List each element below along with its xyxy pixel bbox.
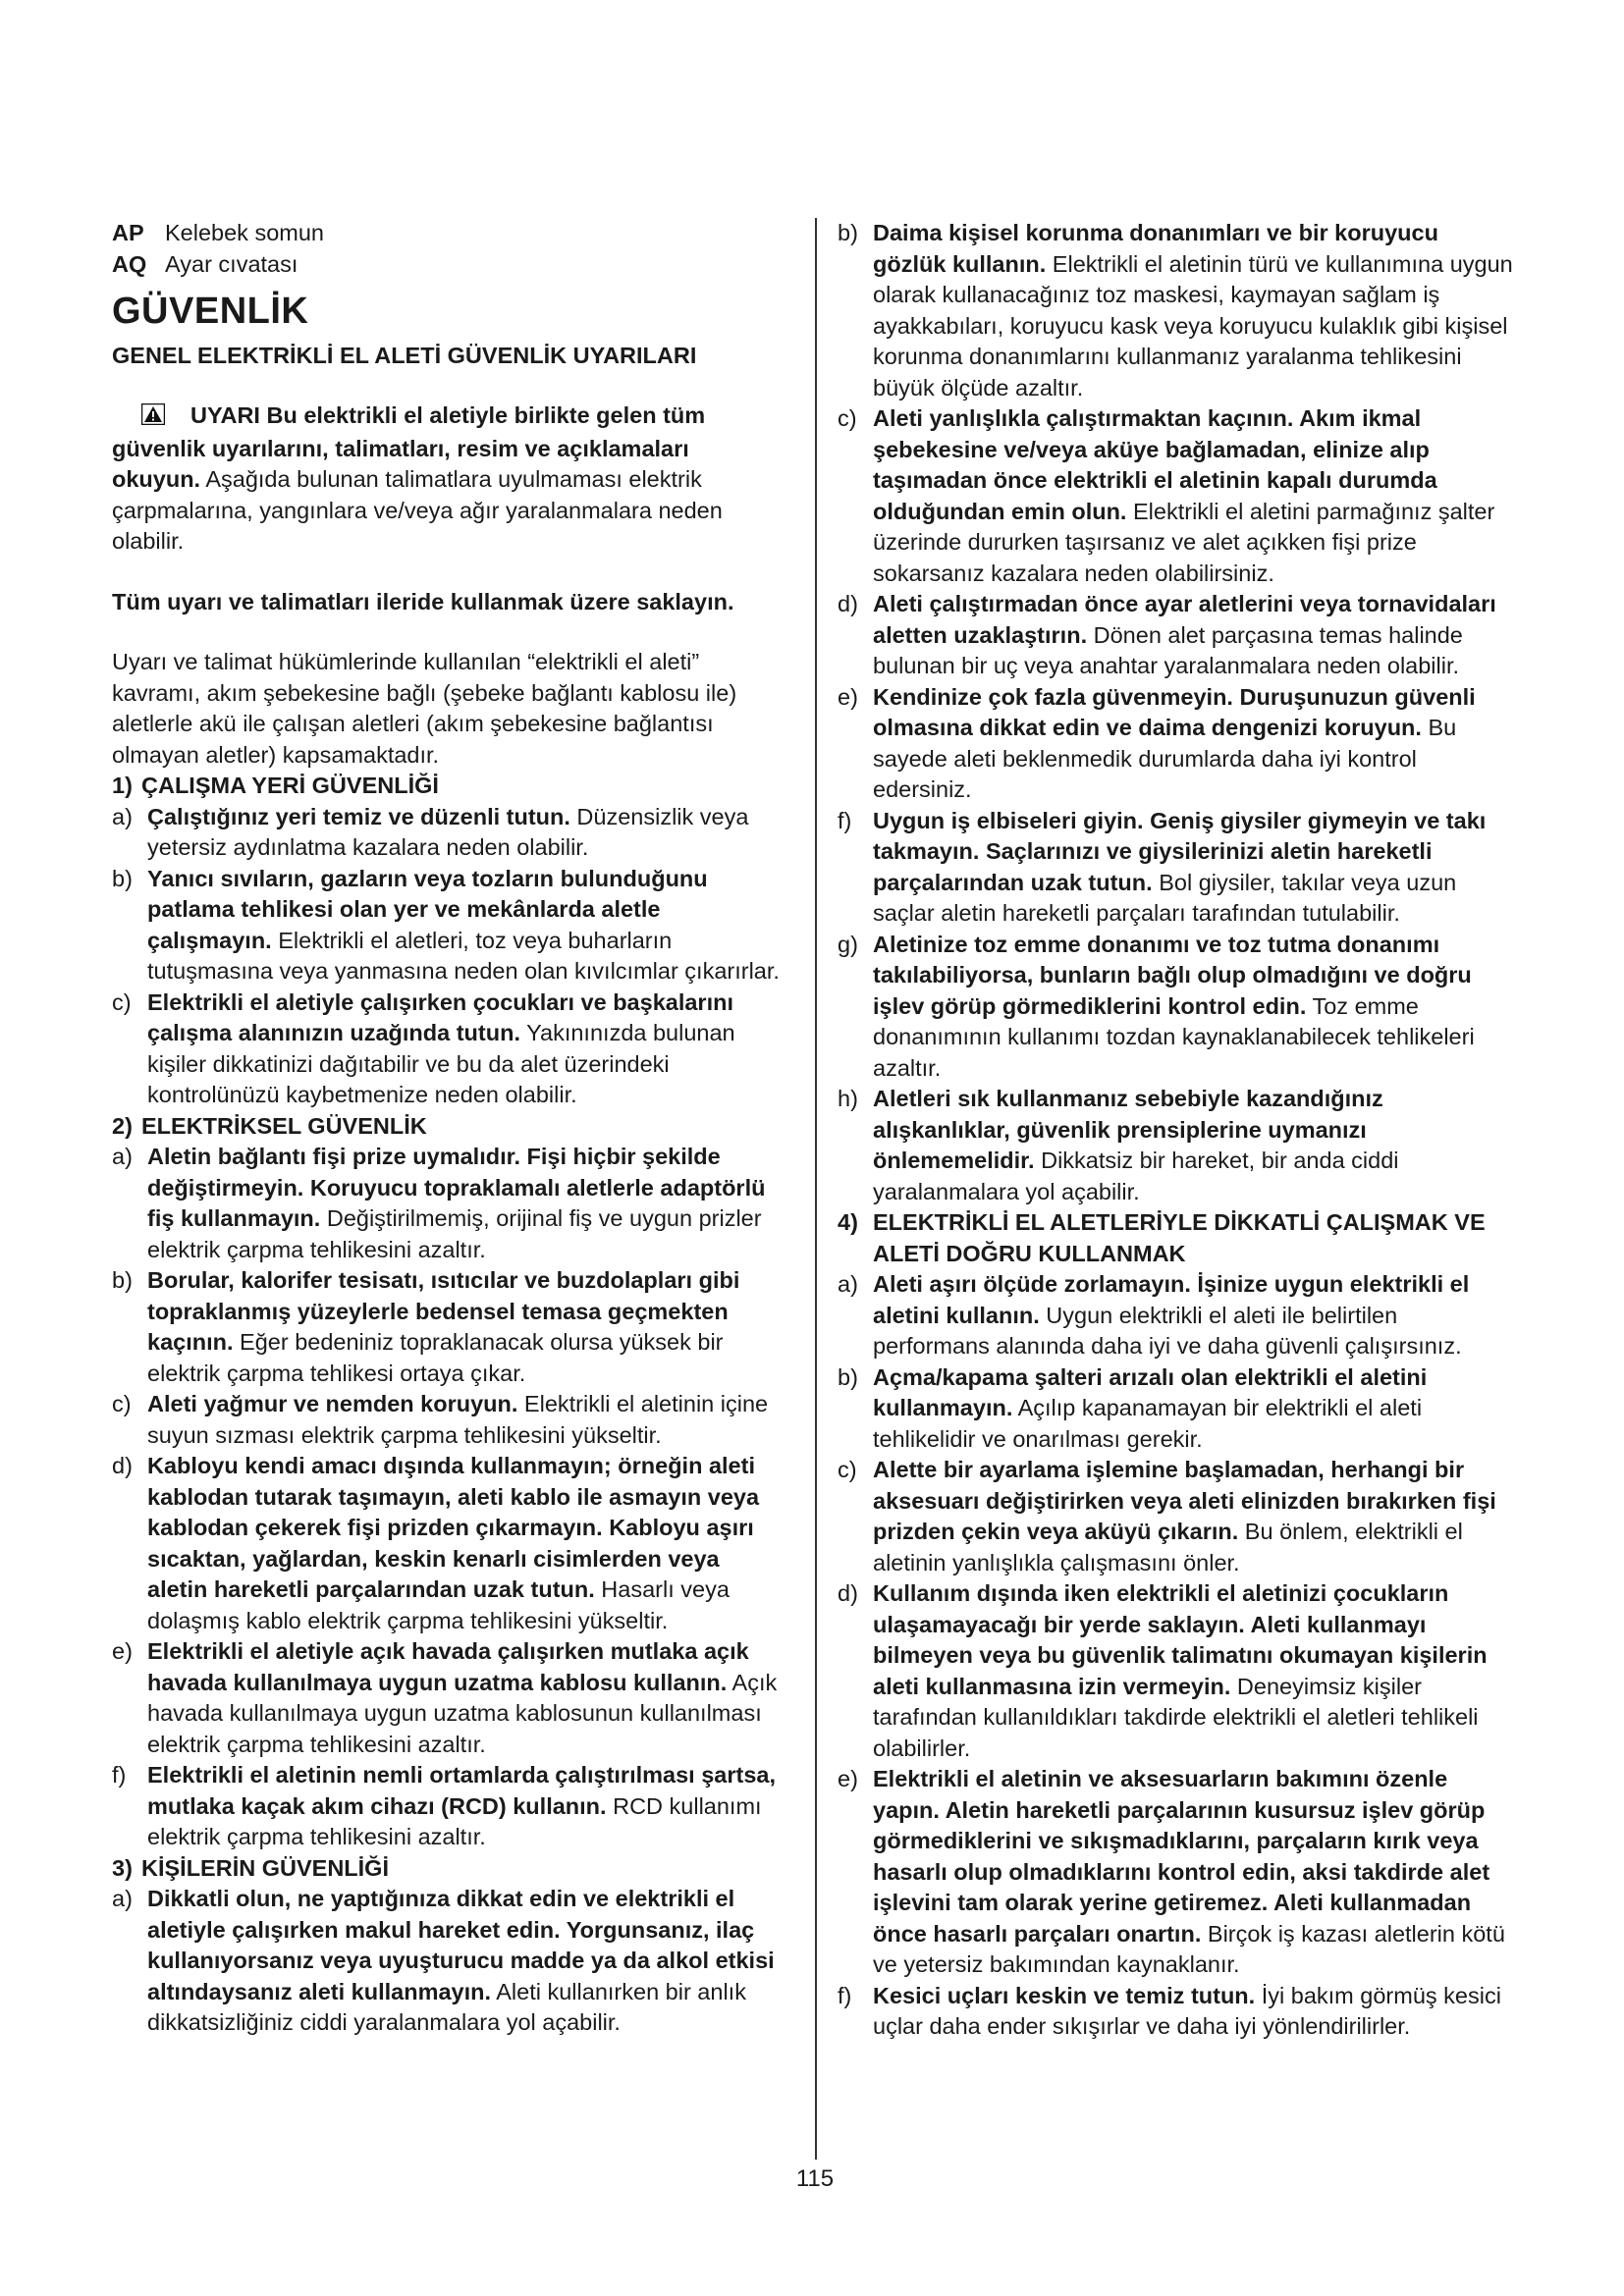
item-letter: h) <box>838 1086 858 1111</box>
list-item <box>838 682 1517 806</box>
item-text: Elektrikli el aletinin içine suyun sızması elektrik çarpma tehlikesini yükseltir. <box>147 1391 769 1448</box>
section-4 <box>838 1207 1517 2043</box>
item-letter: b) <box>838 220 858 245</box>
warning-paragraph <box>112 400 780 558</box>
section-3 <box>112 1853 780 2039</box>
list-item <box>838 1981 1517 2043</box>
item-bold: Çalıştığınız yeri temiz ve düzenli tutun. <box>147 803 570 829</box>
item-bold: Aleti yanlışlıkla çalıştırmaktan kaçının. Akım ikmal şebekesine ve/veya aküye bağlamadan, elinize alıp taşımadan önce elektrikli el aletinin kapalı durumda olduğundan emin olun. <box>873 405 1437 524</box>
item-bold: Aletleri sık kullanmanız sebebiyle kazandığınız alışkanlıklar, güvenlik prensiplerine uymanızı önlememelidir. <box>873 1086 1383 1173</box>
item-letter: a) <box>838 1271 858 1297</box>
warning-icon <box>141 402 165 434</box>
list-item <box>112 1142 780 1265</box>
item-text: Bu önlem, elektrikli el aletinin yanlışlıkla çalışmasını önler. <box>873 1519 1463 1575</box>
legend-row <box>112 218 780 249</box>
item-bold: Kesici uçları keskin ve temiz tutun. <box>873 1982 1256 2008</box>
item-letter: c) <box>112 1391 132 1416</box>
section-title <box>838 1207 1517 1269</box>
item-text: Bu sayede aleti beklenmedik durumlarda daha iyi kontrol edersiniz. <box>873 715 1457 802</box>
item-text: Değiştirilmemiş, orijinal fiş ve uygun prizler elektrik çarpma tehlikesini azaltır. <box>147 1205 762 1262</box>
item-text: İyi bakım görmüş kesici uçlar daha ender sıkışırlar ve daha iyi yönlendirilirler. <box>873 1982 1501 2039</box>
section-2 <box>112 1111 780 1853</box>
section-title-text: ELEKTRİKLİ EL ALETLERİYLE DİKKATLİ ÇALIŞMAK VE ALETİ DOĞRU KULLANMAK <box>873 1209 1486 1266</box>
item-bold: Uygun iş elbiseleri giyin. Geniş giysiler giymeyin ve takı takmayın. Saçlarınızı ve giysilerinizi aletin hareketli parçalarından uzak tutun. <box>873 807 1487 895</box>
item-text: Dikkatsiz bir hareket, bir anda ciddi yaralanmalara yol açabilir. <box>873 1148 1399 1204</box>
section-subtitle: GENEL ELEKTRİKLİ EL ALETİ GÜVENLİK UYARILARI <box>112 343 697 368</box>
item-letter: d) <box>112 1453 133 1478</box>
item-letter: d) <box>838 591 858 616</box>
item-text: Elektrikli el aletleri, toz veya buharların tutuşmasına veya yanmasına neden olan kıvılcımlar çıkarırlar. <box>147 927 780 984</box>
right-column <box>838 218 1517 2043</box>
item-bold: Elektrikli el aletinin nemli ortamlarda çalıştırılması şartsa, mutlaka kaçak akım cihazı (RCD) kullanın. <box>147 1762 777 1819</box>
item-bold: Açma/kapama şalteri arızalı olan elektrikli el aletini kullanmayın. <box>873 1363 1428 1420</box>
item-bold: Aleti çalıştırmadan önce ayar aletlerini veya tornavidaları aletten uzaklaştırın. <box>873 591 1496 648</box>
item-text: RCD kullanımı elektrik çarpma tehlikesini azaltır. <box>147 1792 762 1849</box>
legend-text: Kelebek somun <box>165 220 324 245</box>
list-item <box>112 802 780 864</box>
item-text: Deneyimsiz kişiler tarafından kullanıldıkları takdirde elektrikli el aletleri tehlikeli olabilirler. <box>873 1673 1479 1761</box>
warning-bold: UYARI Bu elektrikli el aletiyle birlikte gelen tüm güvenlik uyarılarını, talimatları, resim ve açıklamaları okuyun. <box>112 402 706 492</box>
list-item <box>112 1451 780 1636</box>
definition-paragraph: Uyarı ve talimat hükümlerinde kullanılan “elektrikli el aleti” kavramı, akım şebekesine bağlı (şebeke bağlantı kablosu ile) aletlerle akü ile çalışan aletleri (akım şebekesine bağlantısı olmayan aletler) kapsamaktadır. <box>112 649 737 768</box>
legend-code: AQ <box>112 250 147 277</box>
section-num: 2) <box>112 1112 133 1139</box>
list-item <box>838 1362 1517 1456</box>
list-item <box>838 589 1517 682</box>
list-item <box>838 1084 1517 1207</box>
item-text: Toz emme donanımının kullanımı tozdan kaynaklanabilecek tehlikeleri azaltır. <box>873 992 1475 1081</box>
list-item <box>838 403 1517 589</box>
item-letter: a) <box>112 1886 133 1911</box>
item-bold: Aleti aşırı ölçüde zorlamayın. İşinize uygun elektrikli el aletini kullanın. <box>873 1271 1470 1328</box>
item-letter: f) <box>838 807 852 833</box>
list-item <box>838 1764 1517 1981</box>
keep-note: Tüm uyarı ve talimatları ileride kullanmak üzere saklayın. <box>112 588 734 614</box>
page-number: 115 <box>795 2165 835 2192</box>
section-num: 3) <box>112 1854 133 1881</box>
section-title-text: ÇALIŞMA YERİ GÜVENLİĞİ <box>141 773 439 798</box>
item-text: Açılıp kapanamayan bir elektrikli el aleti tehlikelidir ve onarılması gerekir. <box>873 1395 1423 1452</box>
item-text: Dönen alet parçasına temas halinde bulunan bir uç veya anahtar yaralanmalara neden olabilir. <box>873 621 1463 678</box>
item-letter: d) <box>838 1580 858 1606</box>
list-item <box>112 1760 780 1853</box>
section-num: 4) <box>838 1209 858 1235</box>
item-text: Elektrikli el aletinin türü ve kullanımına uygun olarak kullanacağınız toz maskesi, kaymayan sağlam iş ayakkabıları, koruyucu kask veya koruyucu kulaklık gibi kişisel korunma donanımlarını kullanmanız yaralanma tehlikesini büyük ölçüde azaltır. <box>873 250 1513 400</box>
section-title-text: KİŞİLERİN GÜVENLİĞİ <box>141 1854 389 1881</box>
section-title <box>112 1111 780 1143</box>
warning-text: Aşağıda bulunan talimatlara uyulmaması elektrik çarpmalarına, yangınlara ve/veya ağır yaralanmalara neden olabilir. <box>112 466 723 554</box>
item-letter: g) <box>838 931 858 957</box>
item-letter: e) <box>838 1766 858 1791</box>
item-letter: a) <box>112 1144 133 1169</box>
list-item <box>838 930 1517 1085</box>
list-item <box>838 1578 1517 1764</box>
item-bold: Aletinize toz emme donanımı ve toz tutma donanımı takılabiliyorsa, bunların bağlı olup olmadığını ve doğru işlev görüp görmediklerini kontrol edin. <box>873 931 1472 1019</box>
section-title <box>112 1853 780 1885</box>
item-text: Uygun elektrikli el aleti ile belirtilen performans alanında daha iyi ve daha güvenli çalışırsınız. <box>873 1302 1462 1359</box>
item-letter: b) <box>838 1363 858 1390</box>
list-item <box>838 806 1517 930</box>
list-item <box>112 864 780 988</box>
item-bold: Daima kişisel korunma donanımları ve bir koruyucu gözlük kullanın. <box>873 220 1438 277</box>
item-bold: Kendinize çok fazla güvenmeyin. Duruşunuzun güvenli olmasına dikkat edin ve daima dengenizi koruyun. <box>873 683 1476 740</box>
item-bold: Alette bir ayarlama işlemine başlamadan, herhangi bir aksesuarı değiştirirken veya aleti elinizden bırakırken fişi prizden çekin veya aküyü çıkarın. <box>873 1457 1496 1544</box>
list-item <box>112 1265 780 1389</box>
item-letter: c) <box>838 405 857 431</box>
item-bold: Yanıcı sıvıların, gazların veya tozların bulunduğunu patlama tehlikesi olan yer ve mekânlarda aletle çalışmayın. <box>147 865 708 953</box>
item-letter: b) <box>112 1267 133 1293</box>
section-title-text: ELEKTRİKSEL GÜVENLİK <box>141 1112 427 1139</box>
legend-code: AP <box>112 220 144 245</box>
section-1 <box>112 771 780 1111</box>
item-bold: Aleti yağmur ve nemden koruyun. <box>147 1391 518 1416</box>
item-letter: f) <box>112 1762 127 1788</box>
item-bold: Elektrikli el aletiyle çalışırken çocukları ve başkalarını çalışma alanınızın uzağında tutun. <box>147 988 733 1045</box>
item-letter: e) <box>112 1638 133 1664</box>
list-item <box>838 1455 1517 1578</box>
item-letter: c) <box>112 988 132 1015</box>
item-bold: Elektrikli el aletinin ve aksesuarların bakımını özenle yapın. Aletin hareketli parçalarının kusursuz işlev görüp görmediklerini ve sıkışmadıklarını, parçaların kırık veya hasarlı olup olmadıklarını kontrol edin, aksi takdirde alet işlevini tam olarak yerine getiremez. Aleti kullanmadan önce hasarlı parçaları onartın. <box>873 1766 1490 1947</box>
column-divider <box>815 218 817 2160</box>
list-item <box>112 1389 780 1451</box>
list-item <box>112 1636 780 1760</box>
section-title <box>112 771 780 802</box>
list-item <box>838 218 1517 403</box>
item-text: Düzensizlik veya yetersiz aydınlatma kazalara neden olabilir. <box>147 803 749 860</box>
item-letter: c) <box>838 1457 857 1482</box>
item-text: Birçok iş kazası aletlerin kötü ve yetersiz bakımından kaynaklanır. <box>873 1920 1505 1977</box>
left-column <box>112 218 780 2039</box>
legend-row <box>112 249 780 281</box>
item-letter: e) <box>838 683 858 710</box>
item-letter: b) <box>112 865 133 891</box>
item-bold: Kullanım dışında iken elektrikli el aletinizi çocukların ulaşamayacağı bir yerde saklayın. Aleti kullanmayı bilmeyen veya bu güvenlik talimatını okumayan kişilerin aleti kullanmasına izin vermeyin. <box>873 1580 1488 1699</box>
list-item <box>112 1884 780 2039</box>
item-bold: Aletin bağlantı fişi prize uymalıdır. Fişi hiçbir şekilde değiştirmeyin. Koruyucu topraklamalı aletlerle adaptörlü fiş kullanmayın. <box>147 1144 766 1231</box>
list-item <box>838 1269 1517 1362</box>
item-text: Bol giysiler, takılar veya uzun saçlar aletin hareketli parçaları tarafından tutulabilir. <box>873 869 1457 926</box>
list-item <box>112 988 780 1111</box>
item-text: Elektrikli el aletini parmağınız şalter üzerinde dururken taşırsanız ve alet açıkken fişi prize sokarsanız kazalara neden olabilirsiniz. <box>873 498 1495 586</box>
item-letter: f) <box>838 1982 852 2008</box>
page-title: GÜVENLİK <box>112 291 309 332</box>
item-text: Hasarlı veya dolaşmış kablo elektrik çarpma tehlikesini yükseltir. <box>147 1576 730 1633</box>
item-text: Yakınınızda bulunan kişiler dikkatinizi dağıtabilir ve bu da alet üzerindeki kontrolünüzü kaybetmenize neden olabilir. <box>147 1020 735 1107</box>
item-bold: Elektrikli el aletiyle açık havada çalışırken mutlaka açık havada kullanılmaya uygun uzatma kablosu kullanın. <box>147 1638 749 1695</box>
item-text: Açık havada kullanılmaya uygun uzatma kablosunun kullanılması elektrik çarpma tehlikesini azaltır. <box>147 1669 778 1757</box>
section-num: 1) <box>112 773 133 798</box>
legend-text: Ayar cıvatası <box>165 250 298 277</box>
item-bold: Borular, kalorifer tesisatı, ısıtıcılar ve buzdolapları gibi topraklanmış yüzeylerle bedensel temasa geçmekten kaçının. <box>147 1267 740 1355</box>
item-text: Aleti kullanırken bir anlık dikkatsizliğiniz ciddi yaralanmalara yol açabilir. <box>147 1978 746 2035</box>
item-bold: Kabloyu kendi amacı dışında kullanmayın; örneğin aleti kablodan tutarak taşımayın, aleti kablo ile asmayın veya kablodan çekerek fişi prizden çıkarmayın. Kabloyu aşırı sıcaktan, yağlardan, keskin kenarlı cisimlerden veya aletin hareketli parçalarından uzak tutun. <box>147 1453 760 1602</box>
item-letter: a) <box>112 803 133 829</box>
item-bold: Dikkatli olun, ne yaptığınıza dikkat edin ve elektrikli el aletiyle çalışırken makul hareket edin. Yorgunsanız, ilaç kullanıyorsanız veya uyuşturucu madde ya da alkol etkisi altındaysanız aleti kullanmayın. <box>147 1886 775 2004</box>
item-text: Eğer bedeniniz topraklanacak olursa yüksek bir elektrik çarpma tehlikesi ortaya çıkar. <box>147 1329 724 1386</box>
